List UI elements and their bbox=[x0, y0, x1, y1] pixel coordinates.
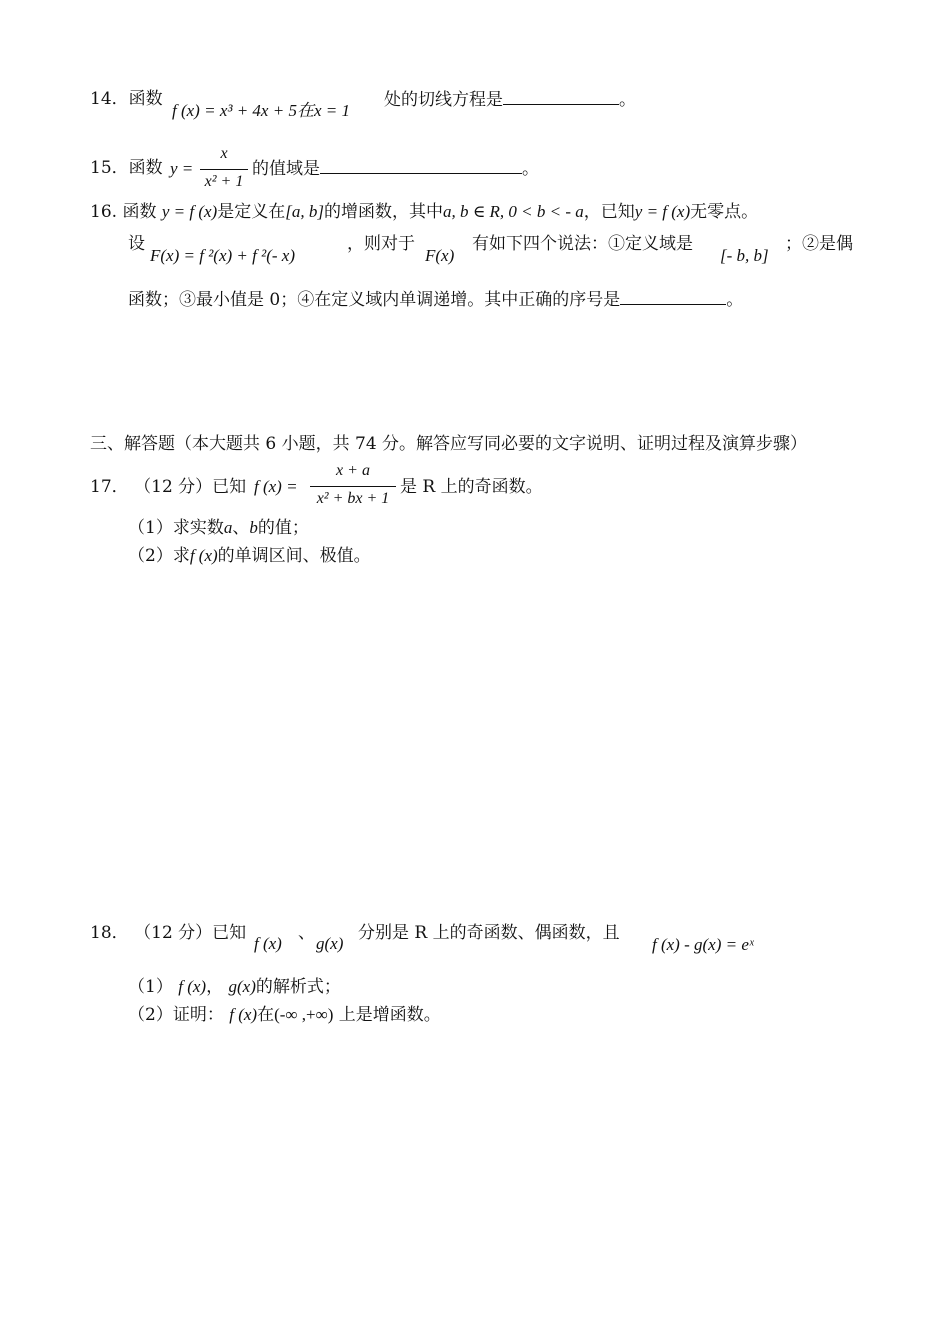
question-text: 是定义在 bbox=[217, 202, 286, 222]
question-text: （1）求实数 bbox=[128, 518, 224, 538]
question-text: 在 bbox=[257, 1005, 275, 1025]
question-16-line-1 bbox=[90, 201, 758, 223]
question-text: （2）求 bbox=[128, 546, 190, 566]
question-text: 函数 bbox=[128, 89, 163, 109]
question-text: ，已知 bbox=[583, 202, 635, 222]
question-text: 的值域是 bbox=[252, 159, 320, 179]
question-number: 18． bbox=[90, 923, 129, 943]
math-expression: f (x) = x³ + 4x + 5在x = 1 bbox=[172, 101, 350, 120]
math-expression: y = f (x) bbox=[161, 202, 218, 221]
question-text: 上是增函数。 bbox=[338, 1005, 441, 1025]
fraction-bar bbox=[310, 486, 396, 487]
period: 。 bbox=[522, 159, 539, 179]
separator: 、 bbox=[298, 923, 315, 943]
question-text: 的解析式； bbox=[255, 977, 341, 997]
question-text: 分别是 R 上的奇函数、偶函数，且 bbox=[358, 923, 620, 943]
question-text: 是 R 上的奇函数。 bbox=[400, 477, 543, 497]
math-expression: (-∞ ,+∞) bbox=[274, 1005, 334, 1024]
question-number: 14． bbox=[90, 89, 129, 109]
math-expression: f (x) bbox=[189, 546, 218, 565]
question-18-part-1 bbox=[128, 976, 341, 998]
period: 。 bbox=[619, 90, 636, 110]
math-expression: f (x) bbox=[254, 934, 282, 953]
math-expression: y = f (x) bbox=[634, 202, 691, 221]
math-expression: g(x) bbox=[316, 934, 344, 953]
fraction bbox=[200, 144, 248, 194]
math-expression: F(x) bbox=[425, 246, 455, 265]
numerator: x bbox=[220, 145, 228, 162]
denominator: x² + 1 bbox=[204, 173, 244, 190]
question-text: （12 分）已知 bbox=[142, 477, 247, 497]
question-text: 有如下四个说法：①定义域是 bbox=[472, 234, 693, 254]
math-expression: F(x) = f ²(x) + f ²(- x) bbox=[150, 246, 295, 265]
question-14-tail bbox=[384, 88, 636, 111]
answer-blank[interactable] bbox=[503, 88, 619, 105]
math-expression: a, b ∈ R, 0 < b < - a bbox=[442, 202, 584, 221]
question-14 bbox=[90, 88, 163, 110]
section-heading: 三、解答题（本大题共 6 小题，共 74 分。解答应写同必要的文字说明、证明过程及演算步骤） bbox=[90, 434, 808, 454]
math-expression: f (x) - g(x) = eˣ bbox=[652, 935, 754, 954]
question-text: 函数 bbox=[128, 158, 163, 178]
question-text: 函数；③最小值是 0；④在定义域内单调递增。其中正确的序号是 bbox=[128, 290, 621, 310]
math-expression: g(x) bbox=[228, 977, 256, 996]
question-text: 处的切线方程是 bbox=[384, 90, 503, 110]
question-text: 16. 函数 bbox=[90, 202, 157, 222]
question-18-part-2 bbox=[128, 1004, 441, 1026]
question-text: （1） bbox=[128, 977, 173, 997]
question-text: 的单调区间、极值。 bbox=[217, 546, 371, 566]
answer-blank[interactable] bbox=[620, 288, 726, 305]
math-expression: [- b, b] bbox=[720, 246, 769, 265]
math-variable: a bbox=[223, 518, 233, 537]
question-15-tail bbox=[252, 157, 539, 180]
fraction-bar bbox=[200, 169, 248, 170]
math-expression: [a, b] bbox=[285, 202, 324, 221]
question-17-part-2 bbox=[128, 545, 371, 567]
fraction bbox=[310, 461, 396, 511]
numerator: x + a bbox=[336, 462, 370, 479]
question-18 bbox=[90, 922, 246, 944]
question-text: （12 分）已知 bbox=[142, 923, 247, 943]
answer-blank[interactable] bbox=[320, 157, 522, 174]
question-number: 17． bbox=[90, 477, 129, 497]
question-text: 无零点。 bbox=[690, 202, 759, 222]
question-text: ；②是偶 bbox=[785, 234, 853, 254]
math-expression: f (x) bbox=[178, 977, 207, 996]
denominator: x² + bx + 1 bbox=[316, 490, 390, 507]
question-number: 15． bbox=[90, 158, 129, 178]
question-16-line-3 bbox=[128, 288, 743, 311]
question-17 bbox=[90, 476, 246, 498]
question-text: 的增函数，其中 bbox=[323, 202, 443, 222]
math-expression: f (x) bbox=[229, 1005, 258, 1024]
math-variable: b bbox=[249, 518, 258, 537]
question-17-part-1 bbox=[128, 517, 309, 539]
separator: 、 bbox=[232, 518, 250, 538]
question-15 bbox=[90, 157, 163, 179]
period: 。 bbox=[726, 290, 744, 310]
question-text: 的值； bbox=[257, 518, 309, 538]
question-16-line-2a: 设 bbox=[128, 234, 145, 254]
separator: ， bbox=[206, 977, 224, 997]
math-expression: y = bbox=[170, 159, 194, 178]
question-text: （2）证明： bbox=[128, 1005, 224, 1025]
question-text: ，则对于 bbox=[347, 234, 415, 254]
math-expression: f (x) = bbox=[254, 477, 298, 496]
